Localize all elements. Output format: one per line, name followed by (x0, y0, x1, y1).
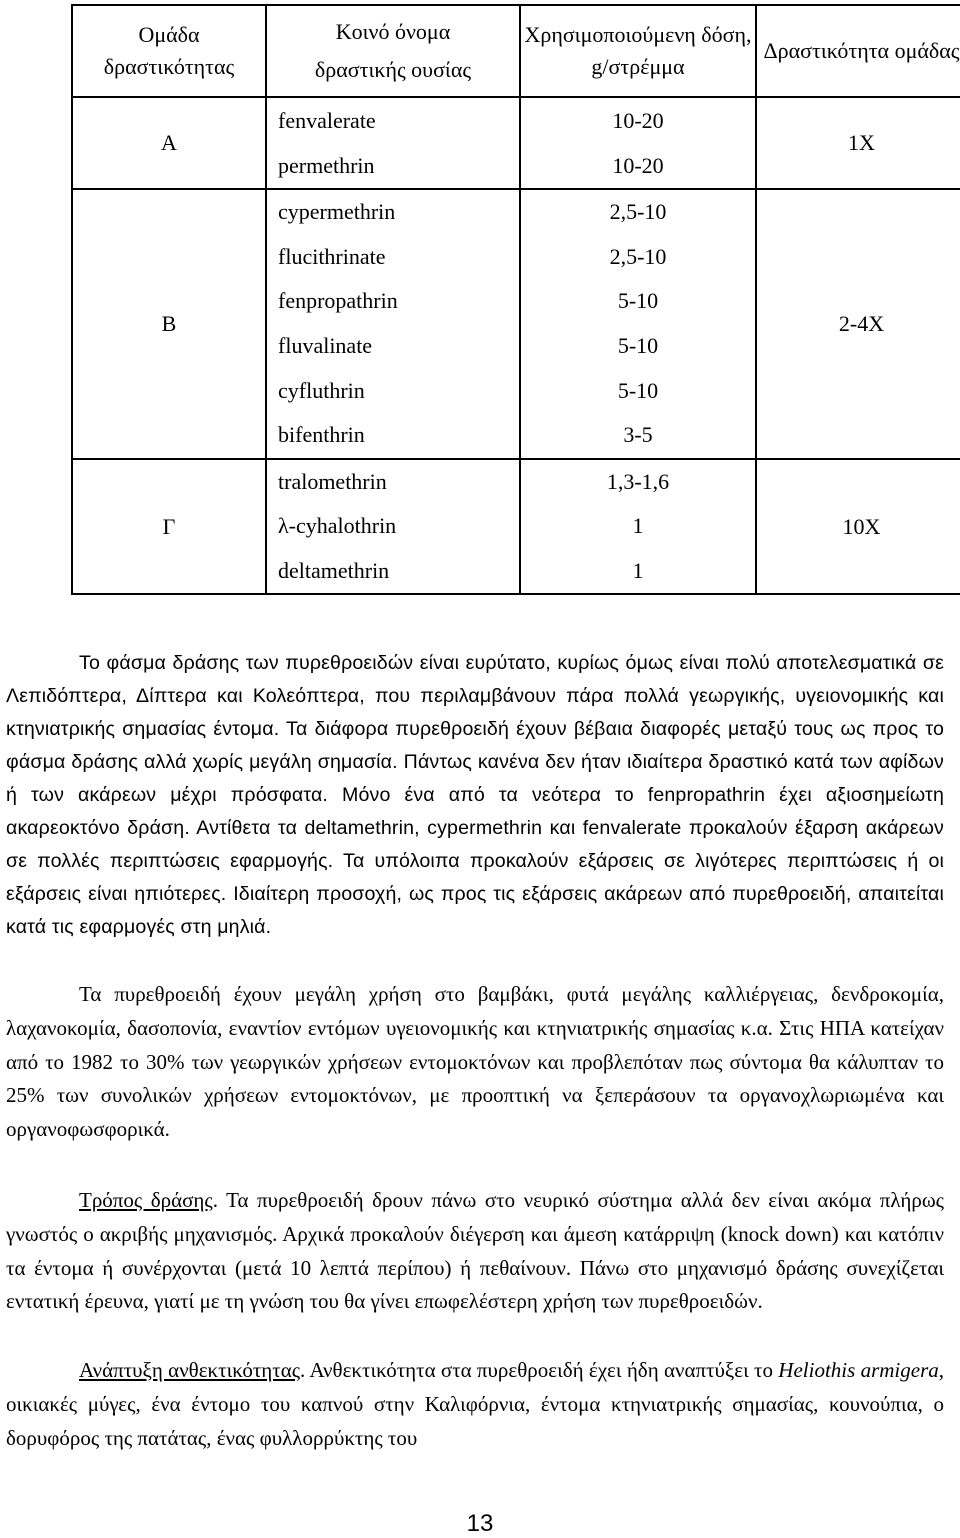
substance-dose: 2,5-10 (609, 199, 667, 224)
activity-cell: 10Χ (756, 459, 960, 594)
substance-dose: 1,3-1,6 (606, 469, 670, 495)
doses-cell (520, 459, 756, 594)
paragraph-spectrum (6, 647, 944, 944)
resistance-species: Heliothis armigera (778, 1358, 939, 1382)
substance-dose: 5-10 (617, 377, 659, 403)
substance-name: tralomethrin (278, 469, 387, 495)
header-dose-label: Χρησιμοποιούμενη δόση, g/στρέμμα (524, 22, 752, 79)
substance-dose: 5-10 (617, 333, 659, 359)
mode-of-action-text: . Τα πυρεθροειδή δρουν πάνω στο νευρικό σύστημα αλλά δεν είναι ακόμα πλήρως γνωστός ο ακριβής μηχανισμός. Αρχικά προκαλούν διέγερση και άμεση κατάρριψη (knock down) και κατόπιν τα έντομα ή συνέρχονται (μετά 10 λεπτά περίπου) ή πεθαίνουν. Πάνω στο μηχανισμό δράσης συνεχίζεται εντατική έρευνα, γιατί με τη γνώση του θα γίνει επωφελέστερη χρήση των πυρεθροειδών. (6, 1188, 944, 1314)
substance-name: bifenthrin (278, 422, 365, 448)
substance-name: cypermethrin (278, 199, 396, 224)
header-group (72, 5, 266, 97)
header-common-name-line1: Κοινό όνομα (335, 19, 451, 44)
header-common-name-line2: δραστικής ουσίας (314, 57, 472, 82)
substance-name: λ-cyhalothrin (278, 513, 397, 539)
paragraph-usage-text: Τα πυρεθροειδή έχουν μεγάλη χρήση στο βαμβάκι, φυτά μεγάλης καλλιέργειας, δενδροκομία, λαχανοκομία, δασοπονία, εναντίον εντόμων υγειονομικής και κτηνιατρικής σημασίας κ.α. Στις ΗΠΑ κατείχαν από το 1982 το 30% των γεωργικών χρήσεων εντομοκτόνων και προβλεπόταν πως σύντομα θα κάλυπταν το 25% των συνολικών χρήσεων εντομοκτόνων, με προοπτική να ξεπεράσουν τα οργανοχλωριωμένα και οργανοφωσφορικά. (6, 982, 944, 1142)
table-row-group-c (72, 459, 960, 594)
group-cell: Α (72, 97, 266, 189)
substance-dose: 5-10 (617, 288, 659, 314)
pyrethroid-table (71, 4, 960, 595)
activity-cell: 2-4Χ (756, 189, 960, 459)
table-row-group-b (72, 189, 960, 459)
substance-dose: 2,5-10 (609, 243, 667, 269)
header-dose (520, 5, 756, 97)
doses-cell (520, 189, 756, 459)
group-cell: Γ (72, 459, 266, 594)
substance-name: fenpropathrin (278, 288, 398, 314)
paragraph-usage (6, 978, 944, 1147)
paragraph-resistance (6, 1354, 944, 1455)
substance-name: fluvalinate (278, 333, 373, 359)
substance-name: permethrin (278, 153, 375, 178)
paragraph-spectrum-text: Το φάσμα δράσης των πυρεθροειδών είναι ευρύτατο, κυρίως όμως είναι πολύ αποτελεσματικά σε Λεπιδόπτερα, Δίπτερα και Κολεόπτερα, που περιλαμβάνουν πάρα πολλά γεωργικής, υγειονομικής και κτηνιατρικής σημασίας έντομα. Τα διάφορα πυρεθροειδή έχουν βέβαια διαφορές μεταξύ τους ως προς το φάσμα δράσης αλλά χωρίς μεγάλη σημασία. Πάντως κανένα δεν ήταν ιδιαίτερα δραστικό κατά των αφίδων ή των ακάρεων μέχρι πρόσφατα. Μόνο ένα από τα νεότερα το fenpropathrin έχει αξιοσημείωτη ακαρεοκτόνο δράση. Αντίθετα τα deltamethrin, cypermethrin και fenvalerate προκαλούν έξαρση ακάρεων σε πολλές περιπτώσεις εφαρμογής. Τα υπόλοιπα προκαλούν εξάρσεις σε λιγότερες περιπτώσεις ή οι εξάρσεις είναι ηπιότερες. Ιδιαίτερη προσοχή, ως προς τις εξάρσεις ακάρεων από πυρεθροειδή, απαιτείται κατά τις εφαρμογές στη μηλιά. (6, 652, 944, 938)
mode-of-action-heading: Τρόπος δράσης (79, 1188, 213, 1212)
header-activity (756, 5, 960, 97)
substance-name: cyfluthrin (278, 377, 365, 403)
substance-name: flucithrinate (278, 243, 386, 269)
resistance-heading: Ανάπτυξη ανθεκτικότητας (79, 1358, 301, 1382)
table-header-row (72, 5, 960, 97)
names-cell (266, 459, 520, 594)
substance-dose: 1 (632, 513, 644, 539)
substance-name: deltamethrin (278, 557, 390, 583)
header-group-label: Ομάδα δραστικότητας (103, 22, 235, 79)
substance-dose: 3-5 (623, 422, 653, 448)
group-cell: Β (72, 189, 266, 459)
paragraph-mode-of-action (6, 1184, 944, 1319)
header-common-name (266, 5, 520, 97)
resistance-text-b: , οικιακές μύγες, ένα έντομο του καπνού στην Καλιφόρνια, έντομα κτηνιατρικής σημασίας, κουνούπια, ο δορυφόρος της πατάτας, ένας φυλλορρύκτης του (6, 1358, 945, 1450)
names-cell (266, 189, 520, 459)
table-row-group-a (72, 97, 960, 189)
substance-dose: 10-20 (612, 108, 664, 133)
doses-cell (520, 97, 756, 189)
substance-dose: 1 (632, 557, 644, 583)
page-number: 13 (466, 1510, 494, 1537)
names-cell (266, 97, 520, 189)
activity-cell: 1Χ (756, 97, 960, 189)
header-activity-label: Δραστικότητα ομάδας (763, 38, 960, 63)
substance-dose: 10-20 (612, 153, 664, 178)
substance-name: fenvalerate (278, 108, 376, 133)
resistance-text-a: . Ανθεκτικότητα στα πυρεθροειδή έχει ήδη αναπτύξει το (300, 1358, 779, 1382)
